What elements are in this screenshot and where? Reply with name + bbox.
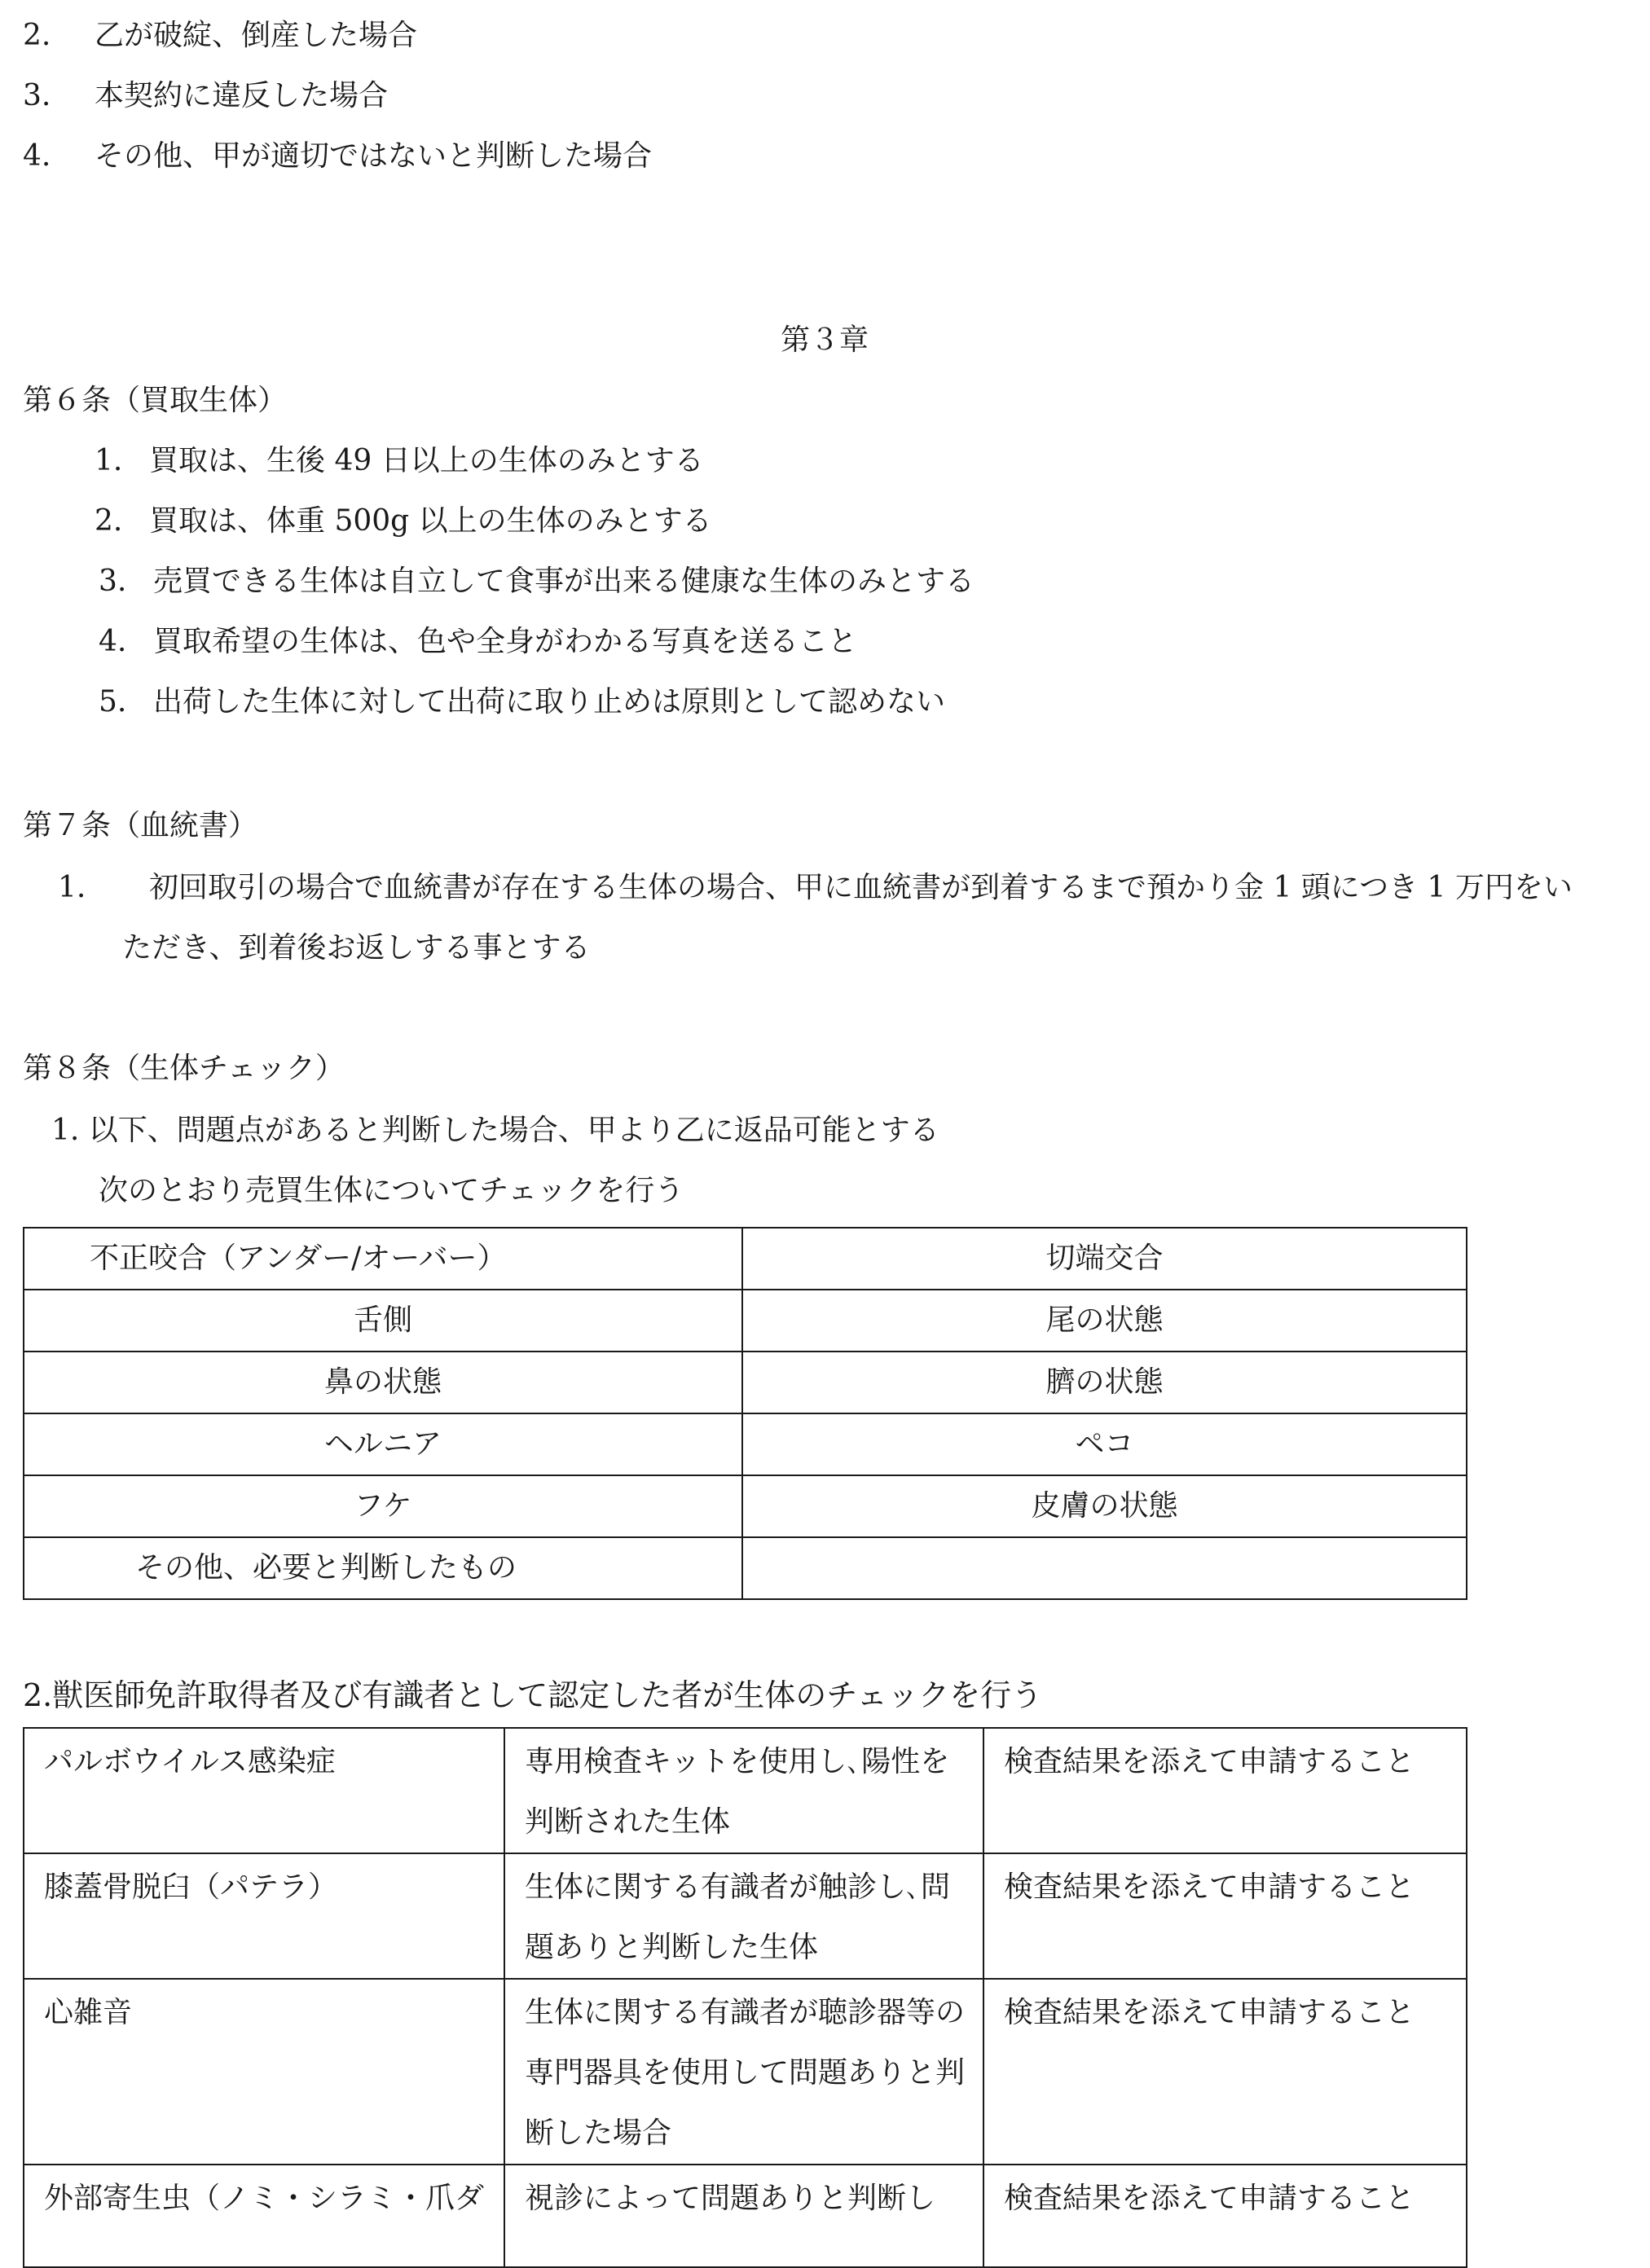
table-cell: 臍の状態 — [742, 1352, 1467, 1413]
table-cell: 検査結果を添えて申請すること — [983, 2165, 1467, 2267]
table-cell: 検査結果を添えて申請すること — [983, 1979, 1467, 2165]
table-cell: フケ — [24, 1475, 742, 1537]
table-cell: ペコ — [742, 1413, 1467, 1475]
article-6-item-3-text: 売買できる生体は自立して食事が出来る健康な生体のみとする — [153, 565, 975, 598]
chapter-title: 第３章 — [780, 323, 869, 357]
table-cell: パルボウイルス感染症 — [24, 1728, 504, 1853]
article-6-item-2-text: 買取は、体重 500g 以上の生体のみとする — [149, 504, 712, 538]
table-row — [24, 1290, 1467, 1352]
article-7-item-number: 1. — [58, 871, 86, 904]
table-row — [24, 1979, 1467, 2165]
table-cell: 鼻の状態 — [24, 1352, 742, 1413]
article-7-item-line-2: ただき、到着後お返しする事とする — [122, 931, 591, 965]
table-cell: 舌側 — [24, 1290, 742, 1352]
table-row — [24, 1853, 1467, 1979]
table-row — [24, 1475, 1467, 1537]
table-cell: 専用検査キットを使用し､陽性を判断された生体 — [504, 1728, 983, 1853]
intro-item-4-text: その他、甲が適切ではないと判断した場合 — [95, 139, 653, 173]
article-8-item-1: 1. 以下、問題点があると判断した場合、甲より乙に返品可能とする — [51, 1114, 939, 1147]
table-row — [24, 1228, 1467, 1290]
table-row — [24, 1537, 1467, 1599]
table-cell: 視診によって問題ありと判断し — [504, 2165, 983, 2267]
table-row — [24, 1413, 1467, 1475]
article-8-item-1-sub: 次のとおり売買生体についてチェックを行う — [99, 1174, 684, 1207]
table-cell: 心雑音 — [24, 1979, 504, 2165]
table-row — [24, 2165, 1467, 2267]
table-cell — [742, 1537, 1467, 1599]
article-6-item-1-number: 1. — [95, 444, 123, 477]
table-cell: 生体に関する有識者が聴診器等の専門器具を使用して問題ありと判断した場合 — [504, 1979, 983, 2165]
table-row — [24, 1352, 1467, 1413]
article-7-item-line-1: 初回取引の場合で血統書が存在する生体の場合、甲に血統書が到着するまで預かり金 1 頭につき 1 万円をい — [149, 871, 1573, 904]
article-6-heading: 第６条（買取生体） — [23, 384, 288, 417]
intro-item-4-number: 4. — [23, 139, 51, 173]
table-cell: 皮膚の状態 — [742, 1475, 1467, 1537]
table-row — [24, 1728, 1467, 1853]
intro-item-2-text: 乙が破綻、倒産した場合 — [95, 19, 418, 52]
article-6-item-5-text: 出荷した生体に対して出荷に取り止めは原則として認めない — [153, 685, 946, 719]
article-6-item-4-text: 買取希望の生体は、色や全身がわかる写真を送ること — [153, 625, 858, 658]
table-cell: 外部寄生虫（ノミ・シラミ・爪ダ — [24, 2165, 504, 2267]
table-cell: 不正咬合（アンダー/オーバー） — [24, 1228, 742, 1290]
table-cell: 検査結果を添えて申請すること — [983, 1728, 1467, 1853]
article-6-item-2-number: 2. — [95, 504, 123, 538]
article-6-item-3-number: 3. — [99, 565, 127, 598]
table-cell: ヘルニア — [24, 1413, 742, 1475]
table-cell: その他、必要と判断したもの — [24, 1537, 742, 1599]
table-cell: 検査結果を添えて申請すること — [983, 1853, 1467, 1979]
table-cell: 尾の状態 — [742, 1290, 1467, 1352]
check-table — [23, 1227, 1467, 1600]
intro-item-2-number: 2. — [23, 19, 51, 52]
table-cell: 膝蓋骨脱臼（パテラ） — [24, 1853, 504, 1979]
article-6-item-1-text: 買取は、生後 49 日以上の生体のみとする — [149, 444, 704, 477]
inspection-table — [23, 1727, 1467, 2268]
article-8-item-2: 2.獣医師免許取得者及び有識者として認定した者が生体のチェックを行う — [23, 1677, 1043, 1713]
intro-item-3-text: 本契約に違反した場合 — [95, 79, 389, 112]
article-8-heading: 第８条（生体チェック） — [23, 1052, 345, 1085]
intro-item-3-number: 3. — [23, 79, 51, 112]
table-cell: 生体に関する有識者が触診し､問題ありと判断した生体 — [504, 1853, 983, 1979]
article-6-item-5-number: 5. — [99, 685, 127, 719]
article-7-heading: 第７条（血統書） — [23, 809, 258, 842]
article-6-item-4-number: 4. — [99, 625, 127, 658]
table-cell: 切端交合 — [742, 1228, 1467, 1290]
